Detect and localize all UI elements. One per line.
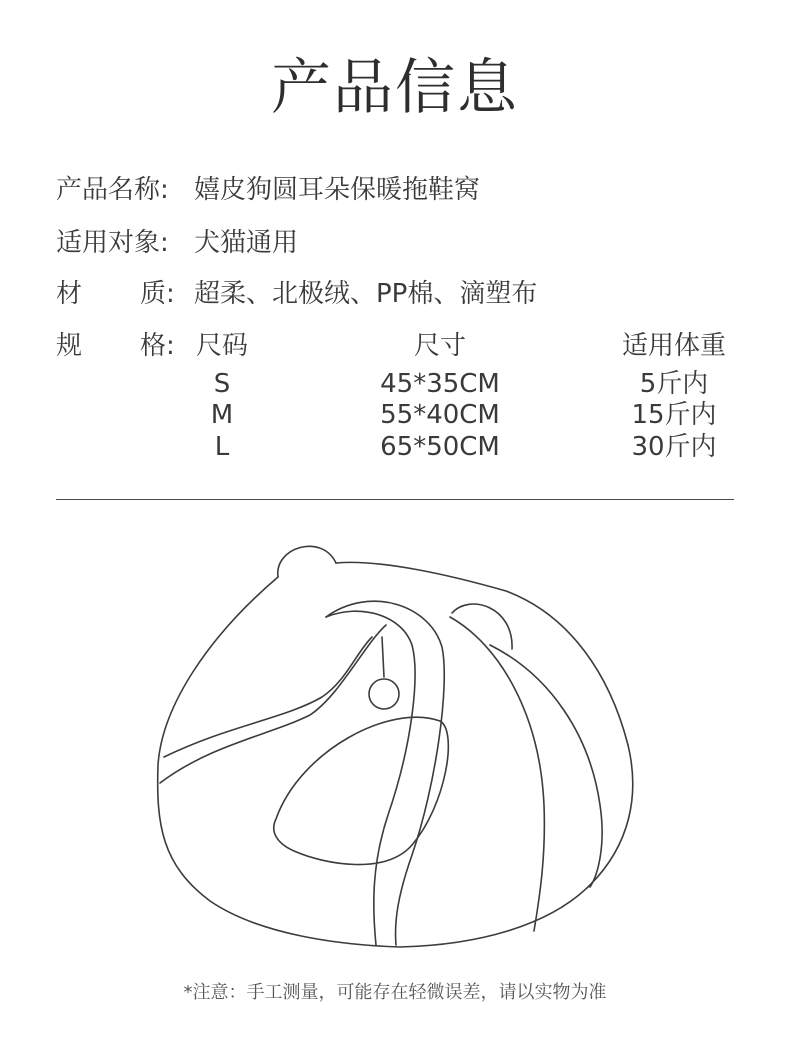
spec-header-size: 尺码 (196, 331, 249, 361)
spec-weight-m: 15斤内 (631, 400, 717, 430)
spec-weight-s: 5斤内 (639, 369, 709, 399)
toy-ball (369, 679, 399, 709)
spec-dims-m: 55*40CM (380, 400, 500, 430)
spec-header-weight: 适用体重 (621, 331, 726, 361)
body-outline (158, 577, 633, 947)
info-row-material: 材 质 : 超柔、北极绒、PP棉、滴塑布 (56, 279, 538, 309)
front-arch-inner (326, 611, 415, 945)
spec-size-l: L (214, 432, 230, 462)
spec-dims-s: 45*35CM (380, 369, 500, 399)
right-band-1 (450, 617, 544, 931)
material-label: 材 质 (56, 279, 166, 309)
target-value: 犬猫通用 (194, 228, 299, 258)
toy-string (382, 637, 384, 677)
product-name-value: 嬉皮狗圆耳朵保暖拖鞋窝 (194, 175, 481, 205)
spec-label: 规 格 (56, 331, 166, 361)
left-band-inner (164, 637, 372, 757)
page-title: 产品信息 (271, 53, 519, 123)
spec-header-dims: 尺寸 (413, 331, 466, 361)
measurement-note: *注意：手工测量，可能存在轻微误差，请以实物为准 (183, 982, 607, 1003)
left-band (160, 625, 386, 783)
info-row-target (56, 227, 298, 259)
top-band (336, 562, 628, 745)
material-value: 超柔、北极绒、PP棉、滴塑布 (194, 279, 538, 309)
info-row-product-name (56, 174, 480, 206)
opening-outline (274, 717, 449, 864)
section-divider (56, 499, 734, 500)
info-row-spec: 规 格 : (56, 331, 175, 361)
spec-weight-l: 30斤内 (631, 432, 717, 462)
spec-size-s: S (213, 369, 231, 399)
front-arch-outer (326, 601, 444, 945)
spec-dims-l: 65*50CM (380, 432, 500, 462)
left-ear-outline (278, 546, 336, 577)
product-name-label: 产品名称: (56, 175, 169, 205)
pet-bed-illustration (150, 525, 650, 955)
target-label: 适用对象: (56, 228, 169, 258)
right-band-2 (490, 645, 602, 887)
spec-size-m: M (210, 400, 234, 430)
